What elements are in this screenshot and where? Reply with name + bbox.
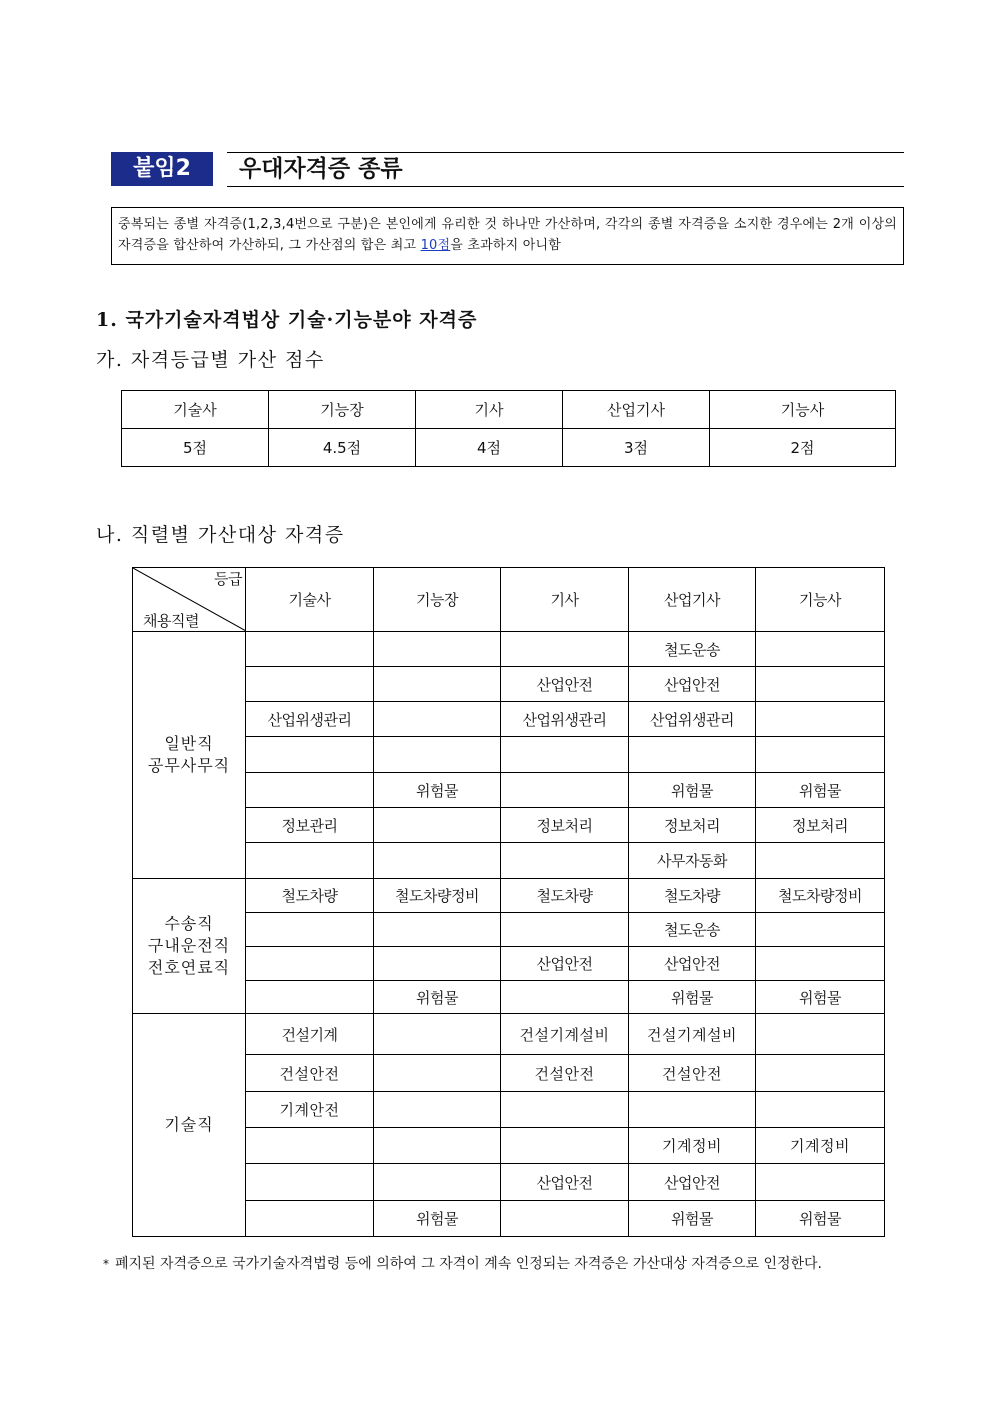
certificate-cell [756, 632, 885, 667]
certificate-cell [374, 667, 501, 702]
grade-header: 기능장 [374, 568, 501, 632]
certificate-cell [501, 843, 629, 879]
certificate-cell: 정보관리 [246, 808, 374, 843]
certificate-cell [374, 632, 501, 667]
grade-header: 기능사 [710, 391, 896, 429]
certificate-cell: 산업안전 [501, 667, 629, 702]
table-row [133, 1201, 885, 1237]
notice-text-end: 을 초과하지 아니함 [450, 238, 562, 253]
certificate-cell [246, 913, 374, 947]
certificate-cell [246, 1164, 374, 1201]
table-corner-cell [133, 568, 246, 632]
certificate-cell: 산업위생관리 [246, 702, 374, 737]
certificate-cell [374, 1055, 501, 1092]
job-category-cell [133, 879, 246, 1014]
table-row [133, 1014, 885, 1055]
footnote [103, 1250, 923, 1278]
certificate-cell [501, 1092, 629, 1128]
job-category-cell [133, 632, 246, 879]
header-rule-top [227, 152, 904, 153]
max-points-link[interactable]: 10점 [420, 238, 451, 253]
table-row [133, 1164, 885, 1201]
certificate-cell [246, 981, 374, 1014]
certificate-cell [501, 773, 629, 808]
certificate-cell: 사무자동화 [629, 843, 756, 879]
corner-grade-label: 등급 [214, 570, 242, 588]
grade-header: 기술사 [246, 568, 374, 632]
notice-box [111, 207, 904, 265]
certificate-cell: 건설안전 [246, 1055, 374, 1092]
certificate-cell [756, 1092, 885, 1128]
certificate-cell: 건설안전 [629, 1055, 756, 1092]
table-row [133, 1055, 885, 1092]
section-title: 1. 국가기술자격법상 기술·기능분야 자격증 [96, 309, 478, 331]
table-row [133, 879, 885, 913]
subsection-b-title: 나. 직렬별 가산대상 자격증 [96, 524, 345, 546]
grade-header: 기사 [416, 391, 563, 429]
grade-score: 5점 [122, 429, 269, 467]
grade-header: 기능장 [269, 391, 416, 429]
certificate-cell [246, 632, 374, 667]
certificate-cell: 기계정비 [756, 1128, 885, 1164]
table-row [133, 737, 885, 773]
certificate-cell [756, 1164, 885, 1201]
certificate-cell [756, 667, 885, 702]
certificate-cell: 산업안전 [629, 947, 756, 981]
certificate-cell: 철도차량 [246, 879, 374, 913]
table-row [133, 843, 885, 879]
certificate-cell [501, 1128, 629, 1164]
certificate-cell: 산업안전 [501, 947, 629, 981]
certificate-cell: 산업안전 [629, 667, 756, 702]
corner-job-label: 채용직렬 [143, 612, 199, 630]
table-row [133, 947, 885, 981]
grade-score: 2점 [710, 429, 896, 467]
score-table [121, 390, 896, 467]
certificate-table [132, 567, 885, 1237]
certificate-cell: 위험물 [756, 1201, 885, 1237]
grade-header: 산업기사 [629, 568, 756, 632]
certificate-cell [374, 1014, 501, 1055]
grade-header: 산업기사 [563, 391, 710, 429]
grade-score: 4점 [416, 429, 563, 467]
certificate-cell [246, 773, 374, 808]
grade-header: 기능사 [756, 568, 885, 632]
certificate-cell: 위험물 [629, 773, 756, 808]
table-row [133, 913, 885, 947]
table-row [133, 773, 885, 808]
certificate-cell: 건설안전 [501, 1055, 629, 1092]
certificate-cell [374, 843, 501, 879]
certificate-cell [374, 947, 501, 981]
certificate-cell [756, 947, 885, 981]
certificate-cell [374, 1128, 501, 1164]
certificate-cell [756, 737, 885, 773]
certificate-cell: 기계안전 [246, 1092, 374, 1128]
certificate-cell: 정보처리 [629, 808, 756, 843]
page-title: 우대자격증 종류 [239, 156, 403, 182]
certificate-cell [501, 1201, 629, 1237]
certificate-cell [756, 843, 885, 879]
certificate-cell [374, 702, 501, 737]
table-row [133, 808, 885, 843]
certificate-cell: 건설기계설비 [501, 1014, 629, 1055]
certificate-cell: 철도차량 [501, 879, 629, 913]
certificate-cell: 정보처리 [756, 808, 885, 843]
job-category-line: 공무사무직 [147, 756, 231, 775]
certificate-cell [501, 632, 629, 667]
footnote-asterisk: * [103, 1257, 109, 1271]
certificate-cell [501, 981, 629, 1014]
certificate-cell [756, 1055, 885, 1092]
job-category-line: 구내운전직 [147, 936, 231, 955]
certificate-cell: 산업안전 [629, 1164, 756, 1201]
certificate-cell: 철도차량정비 [374, 879, 501, 913]
job-category-line: 일반직 [164, 734, 214, 753]
job-category-cell [133, 1014, 246, 1237]
grade-score: 4.5점 [269, 429, 416, 467]
subsection-a-title: 가. 자격등급별 가산 점수 [96, 349, 325, 371]
certificate-cell [501, 913, 629, 947]
certificate-cell [246, 737, 374, 773]
job-category-line: 전호연료직 [147, 958, 231, 977]
score-table-header-row [122, 391, 896, 429]
job-category-line: 수송직 [164, 914, 214, 933]
certificate-cell: 위험물 [374, 773, 501, 808]
certificate-cell: 철도운송 [629, 632, 756, 667]
job-category-line: 기술직 [164, 1115, 214, 1134]
attachment-header [111, 152, 904, 188]
certificate-cell: 위험물 [756, 981, 885, 1014]
certificate-table-header-row [133, 568, 885, 632]
certificate-cell: 위험물 [374, 981, 501, 1014]
certificate-cell [374, 913, 501, 947]
certificate-cell [756, 702, 885, 737]
score-table-score-row [122, 429, 896, 467]
certificate-cell [374, 737, 501, 773]
certificate-cell [756, 913, 885, 947]
grade-header: 기사 [501, 568, 629, 632]
certificate-cell: 건설기계 [246, 1014, 374, 1055]
certificate-cell: 건설기계설비 [629, 1014, 756, 1055]
certificate-cell [246, 843, 374, 879]
certificate-cell [374, 808, 501, 843]
table-row [133, 702, 885, 737]
certificate-cell [246, 1201, 374, 1237]
certificate-cell: 철도차량 [629, 879, 756, 913]
certificate-cell: 기계정비 [629, 1128, 756, 1164]
certificate-cell [501, 737, 629, 773]
header-rule-bottom [227, 186, 904, 187]
certificate-cell: 철도차량정비 [756, 879, 885, 913]
certificate-cell: 산업안전 [501, 1164, 629, 1201]
certificate-cell [374, 1164, 501, 1201]
certificate-cell: 정보처리 [501, 808, 629, 843]
certificate-cell: 철도운송 [629, 913, 756, 947]
table-row [133, 981, 885, 1014]
grade-score: 3점 [563, 429, 710, 467]
table-row [133, 1128, 885, 1164]
table-row [133, 667, 885, 702]
certificate-cell: 위험물 [629, 981, 756, 1014]
table-row [133, 1092, 885, 1128]
certificate-cell [756, 1014, 885, 1055]
certificate-cell [246, 947, 374, 981]
table-row [133, 632, 885, 667]
certificate-cell: 위험물 [374, 1201, 501, 1237]
certificate-cell [629, 737, 756, 773]
attachment-badge: 붙임2 [111, 152, 213, 186]
footnote-text: 폐지된 자격증으로 국가기술자격법령 등에 의하여 그 자격이 계속 인정되는 자격증은 가산대상 자격증으로 인정한다. [115, 1256, 823, 1272]
certificate-cell [246, 1128, 374, 1164]
certificate-cell: 산업위생관리 [501, 702, 629, 737]
certificate-cell [629, 1092, 756, 1128]
notice-text: 중복되는 종별 자격증(1,2,3,4번으로 구분)은 본인에게 유리한 것 하나만 가산하며, 각각의 종별 자격증을 소지한 경우에는 2개 이상의 자격증을 합산하여 가산하되, 그 가산점의 합은 최고 [118, 217, 897, 253]
certificate-cell: 위험물 [756, 773, 885, 808]
certificate-cell [246, 667, 374, 702]
grade-header: 기술사 [122, 391, 269, 429]
certificate-cell [374, 1092, 501, 1128]
certificate-cell: 산업위생관리 [629, 702, 756, 737]
certificate-cell: 위험물 [629, 1201, 756, 1237]
